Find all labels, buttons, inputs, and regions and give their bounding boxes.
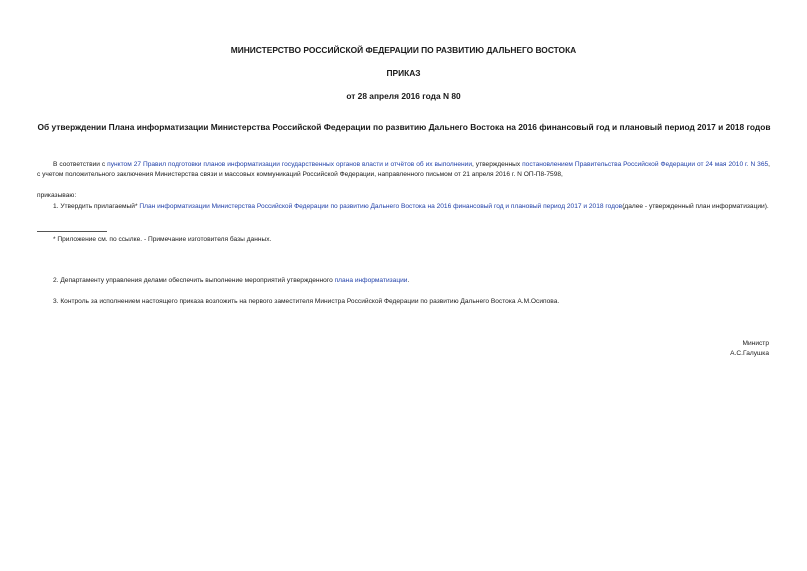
ministry-name: МИНИСТЕРСТВО РОССИЙСКОЙ ФЕДЕРАЦИИ ПО РАЗВИТИЮ ДАЛЬНЕГО ВОСТОКА: [230, 45, 577, 55]
signatory-position: Министр: [742, 340, 769, 347]
government-resolution-link[interactable]: постановлением Правительства Российской Федерации от 24 мая 2010 г. N 365: [522, 161, 769, 168]
signatory-name: А.С.Галушка: [730, 350, 769, 357]
item-1-text-2: (далее - утвержденный план информатизации).: [622, 203, 769, 210]
preamble-text-3: , с учетом положительного заключения Министерства связи и массовых коммуникаций Российской Федерации, направленного письмом от 21 апреля 2016 г. N ОП-П8-7598,: [37, 161, 770, 178]
item-3-paragraph: 3. Контроль за исполнением настоящего приказа возложить на первого заместителя Министра Российской Федерации по развитию Дальнего Востока А.М.Осипова.: [53, 298, 560, 305]
plan-informatization-link[interactable]: плана информатизации: [334, 277, 408, 284]
item-2-text-1: 2. Департаменту управления делами обеспечить выполнение мероприятий утвержденного: [53, 277, 335, 284]
rules-point-27-link[interactable]: пунктом 27 Правил подготовки планов информатизации государственных органов власти и отчётов об их выполнении: [107, 161, 473, 168]
preamble-text-2: , утвержденных: [472, 161, 523, 168]
preamble-paragraph: [37, 160, 770, 179]
document-title: Об утверждении Плана информатизации Министерства Российской Федерации по развитию Дальнего Востока на 2016 финансовый год и плановый период 2017 и 2018 годов: [37, 122, 771, 132]
item-1-text-1: 1. Утвердить прилагаемый*: [53, 203, 140, 210]
footnote: * Приложение см. по ссылке. - Примечание изготовителя базы данных.: [53, 236, 272, 243]
preamble-text-1: В соответствии с: [53, 161, 108, 168]
item-2-paragraph: [53, 276, 753, 286]
document-type: ПРИКАЗ: [386, 68, 421, 78]
item-2-text-2: .: [407, 277, 410, 284]
footnote-divider: [37, 231, 107, 232]
document-date-number: от 28 апреля 2016 года N 80: [346, 91, 461, 101]
informatization-plan-link[interactable]: План информатизации Министерства Российской Федерации по развитию Дальнего Востока на 2016 финансовый год и плановый период 2017 и 2018 годов: [139, 203, 623, 210]
order-word: приказываю:: [37, 192, 77, 199]
item-1-paragraph: [37, 202, 770, 212]
